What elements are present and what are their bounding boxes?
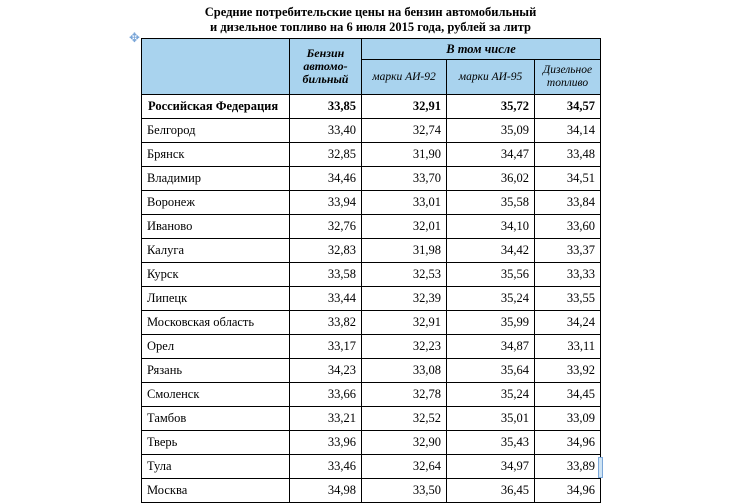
cell-region: Тверь xyxy=(142,431,290,455)
cell-ai92: 32,91 xyxy=(362,95,447,119)
table-row xyxy=(142,431,601,455)
cell-petrol: 33,17 xyxy=(290,335,362,359)
cell-petrol: 33,94 xyxy=(290,191,362,215)
table-row xyxy=(142,167,601,191)
cell-ai92: 33,08 xyxy=(362,359,447,383)
cell-ai95: 35,24 xyxy=(447,287,535,311)
cell-ai92: 32,78 xyxy=(362,383,447,407)
cell-diesel: 33,84 xyxy=(535,191,601,215)
cell-petrol: 32,85 xyxy=(290,143,362,167)
cell-region: Тула xyxy=(142,455,290,479)
cell-ai95: 35,72 xyxy=(447,95,535,119)
cell-ai95: 34,87 xyxy=(447,335,535,359)
cell-ai92: 32,23 xyxy=(362,335,447,359)
cell-region: Белгород xyxy=(142,119,290,143)
cell-ai92: 32,74 xyxy=(362,119,447,143)
cell-ai95: 35,58 xyxy=(447,191,535,215)
cell-ai95: 35,56 xyxy=(447,263,535,287)
table-row xyxy=(142,479,601,503)
cell-petrol: 33,21 xyxy=(290,407,362,431)
column-header-included-group: В том числе xyxy=(362,39,601,60)
cell-ai92: 32,64 xyxy=(362,455,447,479)
table-body xyxy=(142,95,601,503)
cell-diesel: 34,57 xyxy=(535,95,601,119)
cell-ai95: 36,45 xyxy=(447,479,535,503)
cell-ai92: 31,98 xyxy=(362,239,447,263)
table-row xyxy=(142,359,601,383)
cell-diesel: 34,24 xyxy=(535,311,601,335)
cell-diesel: 33,11 xyxy=(535,335,601,359)
cell-region: Липецк xyxy=(142,287,290,311)
page-title-line-1: Средние потребительские цены на бензин автомобильный xyxy=(204,5,537,19)
cell-ai95: 34,97 xyxy=(447,455,535,479)
cell-diesel: 33,89 xyxy=(535,455,601,479)
page-title-line-2: и дизельное топливо на 6 июля 2015 года, рублей за литр xyxy=(210,20,531,34)
table-header xyxy=(142,39,601,95)
table-row xyxy=(142,143,601,167)
table-row xyxy=(142,239,601,263)
cell-ai92: 32,52 xyxy=(362,407,447,431)
cell-ai95: 35,24 xyxy=(447,383,535,407)
cell-region: Российская Федерация xyxy=(142,95,290,119)
cell-petrol: 34,46 xyxy=(290,167,362,191)
cell-ai95: 35,43 xyxy=(447,431,535,455)
column-header-ai95: марки АИ-95 xyxy=(447,60,535,95)
cell-petrol: 33,66 xyxy=(290,383,362,407)
column-header-region xyxy=(142,39,290,95)
cell-region: Калуга xyxy=(142,239,290,263)
cell-petrol: 33,46 xyxy=(290,455,362,479)
cell-region: Владимир xyxy=(142,167,290,191)
table-row xyxy=(142,215,601,239)
cell-diesel: 34,45 xyxy=(535,383,601,407)
table-row xyxy=(142,335,601,359)
cell-ai92: 33,01 xyxy=(362,191,447,215)
cell-region: Орел xyxy=(142,335,290,359)
cell-diesel: 33,55 xyxy=(535,287,601,311)
cell-region: Воронеж xyxy=(142,191,290,215)
cell-ai95: 35,64 xyxy=(447,359,535,383)
cell-diesel: 34,14 xyxy=(535,119,601,143)
cell-ai95: 36,02 xyxy=(447,167,535,191)
cell-region: Рязань xyxy=(142,359,290,383)
cell-petrol: 33,58 xyxy=(290,263,362,287)
cell-ai92: 32,53 xyxy=(362,263,447,287)
cell-diesel: 33,48 xyxy=(535,143,601,167)
cell-region: Иваново xyxy=(142,215,290,239)
cell-petrol: 33,82 xyxy=(290,311,362,335)
cell-ai92: 32,01 xyxy=(362,215,447,239)
cell-ai95: 35,09 xyxy=(447,119,535,143)
column-header-diesel: Дизельное топливо xyxy=(535,60,601,95)
cell-region: Смоленск xyxy=(142,383,290,407)
table-row xyxy=(142,407,601,431)
cell-diesel: 33,60 xyxy=(535,215,601,239)
cell-diesel: 33,92 xyxy=(535,359,601,383)
cell-petrol: 33,40 xyxy=(290,119,362,143)
cell-region: Московская область xyxy=(142,311,290,335)
cell-petrol: 33,96 xyxy=(290,431,362,455)
cell-region: Тамбов xyxy=(142,407,290,431)
cell-ai92: 33,70 xyxy=(362,167,447,191)
table-resize-marker[interactable] xyxy=(598,457,603,478)
cell-ai92: 32,39 xyxy=(362,287,447,311)
cell-ai95: 35,99 xyxy=(447,311,535,335)
table-move-handle-icon[interactable]: ✥ xyxy=(129,30,140,45)
table-header-row-1 xyxy=(142,39,601,60)
cell-diesel: 34,51 xyxy=(535,167,601,191)
cell-diesel: 34,96 xyxy=(535,431,601,455)
cell-ai95: 34,42 xyxy=(447,239,535,263)
cell-petrol: 34,23 xyxy=(290,359,362,383)
cell-diesel: 33,09 xyxy=(535,407,601,431)
cell-petrol: 32,76 xyxy=(290,215,362,239)
cell-ai95: 34,47 xyxy=(447,143,535,167)
cell-diesel: 33,33 xyxy=(535,263,601,287)
cell-ai92: 32,90 xyxy=(362,431,447,455)
cell-diesel: 33,37 xyxy=(535,239,601,263)
cell-ai92: 32,91 xyxy=(362,311,447,335)
cell-diesel: 34,96 xyxy=(535,479,601,503)
cell-ai95: 34,10 xyxy=(447,215,535,239)
cell-ai92: 33,50 xyxy=(362,479,447,503)
cell-region: Курск xyxy=(142,263,290,287)
page-title xyxy=(143,5,598,35)
cell-petrol: 33,85 xyxy=(290,95,362,119)
cell-petrol: 33,44 xyxy=(290,287,362,311)
table-row xyxy=(142,311,601,335)
table-row xyxy=(142,287,601,311)
cell-petrol: 34,98 xyxy=(290,479,362,503)
table-row xyxy=(142,119,601,143)
column-header-petrol: Бензин автомо-бильный xyxy=(290,39,362,95)
table-row xyxy=(142,95,601,119)
table-row xyxy=(142,191,601,215)
cell-ai92: 31,90 xyxy=(362,143,447,167)
cell-region: Москва xyxy=(142,479,290,503)
table-row xyxy=(142,383,601,407)
fuel-price-table xyxy=(141,38,601,503)
table-row xyxy=(142,455,601,479)
column-header-ai92: марки АИ-92 xyxy=(362,60,447,95)
cell-region: Брянск xyxy=(142,143,290,167)
cell-petrol: 32,83 xyxy=(290,239,362,263)
table-row xyxy=(142,263,601,287)
cell-ai95: 35,01 xyxy=(447,407,535,431)
